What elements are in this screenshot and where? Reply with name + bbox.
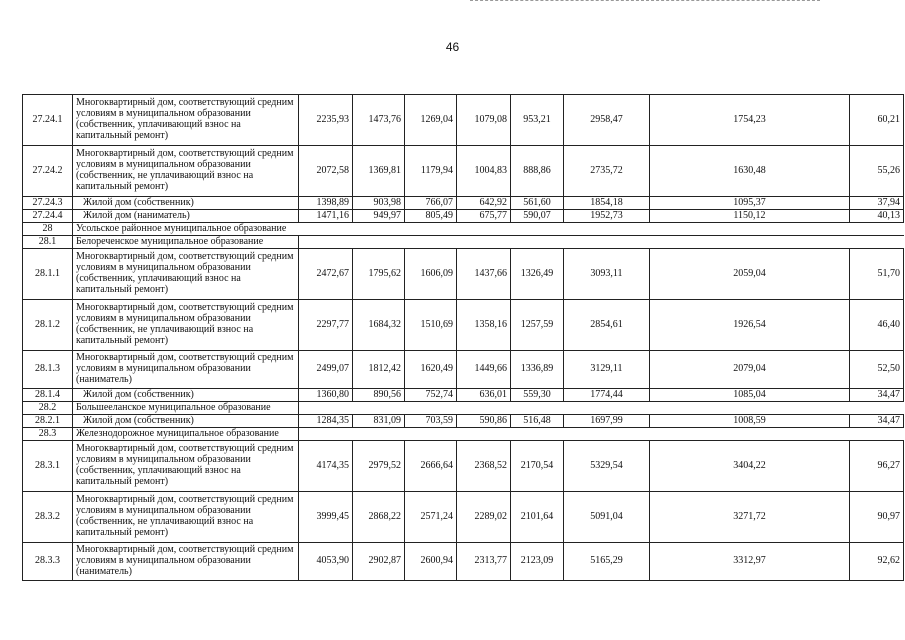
row-name: Многоквартирный дом, соответствующий средним условиям в муниципальном образовании (собственник, уплачивающий взнос на капитальный ремонт) — [73, 95, 299, 146]
value-cell: 3271,72 — [650, 492, 850, 543]
blank-cell — [299, 428, 904, 441]
value-cell: 3404,22 — [650, 441, 850, 492]
value-cell: 1510,69 — [405, 300, 457, 351]
row-code: 28.1.3 — [23, 351, 73, 389]
value-cell: 4174,35 — [299, 441, 353, 492]
value-cell: 4053,90 — [299, 543, 353, 581]
value-cell: 2368,52 — [457, 441, 511, 492]
value-cell: 1284,35 — [299, 415, 353, 428]
value-cell: 1004,83 — [457, 146, 511, 197]
table-row — [23, 223, 904, 236]
value-cell: 766,07 — [405, 197, 457, 210]
value-cell: 1606,09 — [405, 249, 457, 300]
row-code: 28.3.3 — [23, 543, 73, 581]
value-cell: 675,77 — [457, 210, 511, 223]
value-cell: 1471,16 — [299, 210, 353, 223]
value-cell: 92,62 — [850, 543, 904, 581]
value-cell: 590,07 — [511, 210, 564, 223]
value-cell: 1257,59 — [511, 300, 564, 351]
row-code: 28.3 — [23, 428, 73, 441]
value-cell: 2123,09 — [511, 543, 564, 581]
value-cell: 561,60 — [511, 197, 564, 210]
row-name: Многоквартирный дом, соответствующий средним условиям в муниципальном образовании (собственник, не уплачивающий взнос на капитальный ремонт) — [73, 300, 299, 351]
row-code: 28.3.2 — [23, 492, 73, 543]
value-cell: 1079,08 — [457, 95, 511, 146]
value-cell: 34,47 — [850, 389, 904, 402]
row-name: Жилой дом (собственник) — [73, 415, 299, 428]
value-cell: 805,49 — [405, 210, 457, 223]
value-cell: 3093,11 — [564, 249, 650, 300]
blank-cell — [299, 402, 904, 415]
row-code: 28.1 — [23, 236, 73, 249]
table-row — [23, 402, 904, 415]
table-row — [23, 197, 904, 210]
value-cell: 52,50 — [850, 351, 904, 389]
row-code: 28.3.1 — [23, 441, 73, 492]
value-cell: 5091,04 — [564, 492, 650, 543]
value-cell: 34,47 — [850, 415, 904, 428]
row-name: Многоквартирный дом, соответствующий средним условиям в муниципальном образовании (собственник, уплачивающий взнос на капитальный ремонт) — [73, 441, 299, 492]
row-name: Многоквартирный дом, соответствующий средним условиям в муниципальном образовании (наниматель) — [73, 543, 299, 581]
row-name: Жилой дом (собственник) — [73, 197, 299, 210]
value-cell: 1684,32 — [353, 300, 405, 351]
row-code: 28.1.4 — [23, 389, 73, 402]
value-cell: 1926,54 — [650, 300, 850, 351]
row-code: 28 — [23, 223, 73, 236]
row-code: 28.2 — [23, 402, 73, 415]
row-code: 27.24.4 — [23, 210, 73, 223]
value-cell: 46,40 — [850, 300, 904, 351]
value-cell: 2289,02 — [457, 492, 511, 543]
value-cell: 1179,94 — [405, 146, 457, 197]
value-cell: 752,74 — [405, 389, 457, 402]
value-cell: 1437,66 — [457, 249, 511, 300]
value-cell: 2499,07 — [299, 351, 353, 389]
row-code: 28.1.1 — [23, 249, 73, 300]
value-cell: 2735,72 — [564, 146, 650, 197]
value-cell: 2059,04 — [650, 249, 850, 300]
row-name: Многоквартирный дом, соответствующий средним условиям в муниципальном образовании (собственник, не уплачивающий взнос на капитальный ремонт) — [73, 492, 299, 543]
value-cell: 5329,54 — [564, 441, 650, 492]
value-cell: 636,01 — [457, 389, 511, 402]
value-cell: 1774,44 — [564, 389, 650, 402]
table-row — [23, 543, 904, 581]
value-cell: 1398,89 — [299, 197, 353, 210]
value-cell: 1269,04 — [405, 95, 457, 146]
row-code: 27.24.2 — [23, 146, 73, 197]
value-cell: 60,21 — [850, 95, 904, 146]
value-cell: 590,86 — [457, 415, 511, 428]
value-cell: 1358,16 — [457, 300, 511, 351]
value-cell: 37,94 — [850, 197, 904, 210]
value-cell: 2079,04 — [650, 351, 850, 389]
value-cell: 559,30 — [511, 389, 564, 402]
table-row — [23, 249, 904, 300]
value-cell: 888,86 — [511, 146, 564, 197]
value-cell: 1812,42 — [353, 351, 405, 389]
value-cell: 51,70 — [850, 249, 904, 300]
value-cell: 90,97 — [850, 492, 904, 543]
value-cell: 2297,77 — [299, 300, 353, 351]
value-cell: 1697,99 — [564, 415, 650, 428]
value-cell: 1795,62 — [353, 249, 405, 300]
row-name: Многоквартирный дом, соответствующий средним условиям в муниципальном образовании (собственник, не уплачивающий взнос на капитальный ремонт) — [73, 146, 299, 197]
value-cell: 2472,67 — [299, 249, 353, 300]
value-cell: 55,26 — [850, 146, 904, 197]
value-cell: 3312,97 — [650, 543, 850, 581]
table-row — [23, 492, 904, 543]
value-cell: 2101,64 — [511, 492, 564, 543]
value-cell: 3129,11 — [564, 351, 650, 389]
value-cell: 2958,47 — [564, 95, 650, 146]
table-row — [23, 428, 904, 441]
value-cell: 1473,76 — [353, 95, 405, 146]
value-cell: 2072,58 — [299, 146, 353, 197]
value-cell: 2235,93 — [299, 95, 353, 146]
table-body — [23, 95, 904, 581]
table-row — [23, 95, 904, 146]
value-cell: 1854,18 — [564, 197, 650, 210]
value-cell: 2571,24 — [405, 492, 457, 543]
value-cell: 2600,94 — [405, 543, 457, 581]
row-code: 28.2.1 — [23, 415, 73, 428]
value-cell: 2868,22 — [353, 492, 405, 543]
value-cell: 1754,23 — [650, 95, 850, 146]
value-cell: 1008,59 — [650, 415, 850, 428]
page-number: 46 — [445, 40, 460, 54]
value-cell: 2313,77 — [457, 543, 511, 581]
row-code: 27.24.3 — [23, 197, 73, 210]
value-cell: 949,97 — [353, 210, 405, 223]
value-cell: 1630,48 — [650, 146, 850, 197]
value-cell: 516,48 — [511, 415, 564, 428]
table-row — [23, 210, 904, 223]
row-name: Большееланское муниципальное образование — [73, 402, 299, 415]
blank-cell — [299, 236, 904, 249]
row-code: 27.24.1 — [23, 95, 73, 146]
value-cell: 831,09 — [353, 415, 405, 428]
value-cell: 2902,87 — [353, 543, 405, 581]
tariff-table — [22, 94, 904, 581]
value-cell: 1620,49 — [405, 351, 457, 389]
value-cell: 2854,61 — [564, 300, 650, 351]
table-row — [23, 351, 904, 389]
value-cell: 2170,54 — [511, 441, 564, 492]
value-cell: 890,56 — [353, 389, 405, 402]
table-row — [23, 236, 904, 249]
row-name: Усольское районное муниципальное образование — [73, 223, 904, 236]
value-cell: 1095,37 — [650, 197, 850, 210]
value-cell: 703,59 — [405, 415, 457, 428]
value-cell: 2979,52 — [353, 441, 405, 492]
value-cell: 96,27 — [850, 441, 904, 492]
table-row — [23, 441, 904, 492]
row-name: Железнодорожное муниципальное образование — [73, 428, 299, 441]
row-name: Многоквартирный дом, соответствующий средним условиям в муниципальном образовании (собственник, уплачивающий взнос на капитальный ремонт) — [73, 249, 299, 300]
value-cell: 1085,04 — [650, 389, 850, 402]
value-cell: 1360,80 — [299, 389, 353, 402]
scan-edge-artifact — [470, 0, 820, 2]
table-row — [23, 389, 904, 402]
value-cell: 953,21 — [511, 95, 564, 146]
value-cell: 642,92 — [457, 197, 511, 210]
value-cell: 3999,45 — [299, 492, 353, 543]
value-cell: 40,13 — [850, 210, 904, 223]
table-row — [23, 146, 904, 197]
value-cell: 1449,66 — [457, 351, 511, 389]
value-cell: 1326,49 — [511, 249, 564, 300]
value-cell: 1336,89 — [511, 351, 564, 389]
value-cell: 903,98 — [353, 197, 405, 210]
table-row — [23, 415, 904, 428]
row-code: 28.1.2 — [23, 300, 73, 351]
row-name: Жилой дом (собственник) — [73, 389, 299, 402]
value-cell: 2666,64 — [405, 441, 457, 492]
value-cell: 1150,12 — [650, 210, 850, 223]
table-row — [23, 300, 904, 351]
value-cell: 1369,81 — [353, 146, 405, 197]
value-cell: 5165,29 — [564, 543, 650, 581]
value-cell: 1952,73 — [564, 210, 650, 223]
row-name: Многоквартирный дом, соответствующий средним условиям в муниципальном образовании (наниматель) — [73, 351, 299, 389]
row-name: Жилой дом (наниматель) — [73, 210, 299, 223]
row-name: Белореченское муниципальное образование — [73, 236, 299, 249]
